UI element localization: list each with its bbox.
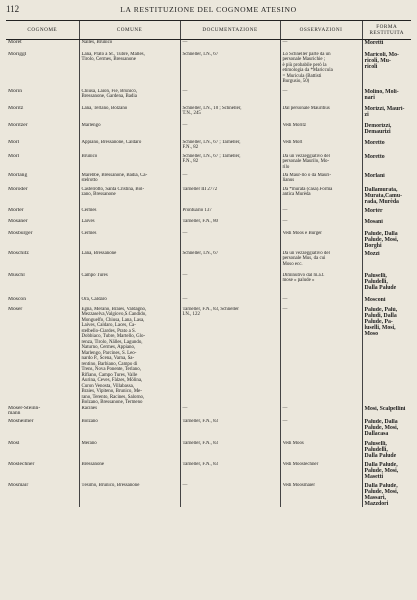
comune-cell: Bressanone [79, 462, 180, 483]
forma-restituita-cell: Dallamurata, Murata,Camu- rada, Murèda [362, 187, 411, 208]
table-row [6, 231, 411, 251]
comune-cell: Lana, Prato a St., Tubre, Malles, Tirolo, Cermes, Bressanone [79, 52, 180, 89]
surname-cell: Moritzer [8, 122, 28, 128]
forma-restituita-cell: Mortèr [362, 208, 411, 219]
surname-cell: Morl [8, 153, 20, 159]
table-row [6, 123, 411, 140]
forma-restituita-cell: Dalla Palude, Palude, Mosi, Masetti [362, 462, 411, 483]
forma-restituita-cell: Mosconi [362, 297, 411, 307]
table-row [6, 52, 411, 89]
surname-cell: Mörter [8, 207, 24, 213]
documentazione-cell: Tarneller, F.N., 80 [180, 219, 280, 231]
surname-cell: Mosaner [8, 218, 28, 224]
forma-restituita-cell: Moretti [362, 40, 411, 52]
osservazioni-cell: Vedi Morl [280, 140, 362, 154]
table-row [6, 462, 411, 483]
documentazione-cell: Schneller, I.N., 67 [180, 52, 280, 89]
comune-cell: Ora, Caldaro [79, 297, 180, 307]
forma-restituita-cell: Palude, Palù, Paludi, Dalla Palude, Pa- luselli, Mosi, Moso [362, 307, 411, 406]
documentazione-cell: Tarneller, F.N., 83 [180, 441, 280, 462]
documentazione-cell: Tarneller III 2772 [180, 187, 280, 208]
comune-cell: Bolzano [79, 419, 180, 441]
comune-cell: Appiano, Bressanone, Caldaro [79, 140, 180, 154]
forma-restituita-cell: Paluselli, Paludelli, Dalla Palude [362, 441, 411, 462]
comune-cell: Castelrotto, Santa Cristina, Bol- zano, Bressanone [79, 187, 180, 208]
osservazioni-cell: Vedi Mooslechner [280, 462, 362, 483]
forma-restituita-cell: Paluselli, Paludelli, Dalla Palude [362, 273, 411, 297]
surname-table [6, 20, 411, 507]
table-row [6, 251, 411, 273]
table-row [6, 89, 411, 106]
table-row [6, 106, 411, 123]
surname-cell: Moritz [8, 105, 24, 111]
osservazioni-cell: — [280, 307, 362, 406]
table-row [6, 219, 411, 231]
table-body [6, 40, 411, 508]
osservazioni-cell: — [280, 89, 362, 106]
osservazioni-cell: Lo Schneller parte da un personale Maurichie ; è più probabile però la etimologia da *Mariccula = Muricula (Battisti Burgusio, 50) [280, 52, 362, 89]
osservazioni-cell: Vedi Moritz [280, 123, 362, 140]
comune-cell: Cermes [79, 208, 180, 219]
documentazione-cell: Schneller, I.N., 67 ; Tarneller, F.N., 82 [180, 154, 280, 173]
documentazione-cell: Tarneller, F.N., 83 [180, 462, 280, 483]
forma-restituita-cell: Morizzi, Mauri- zi [362, 106, 411, 123]
surname-cell: Moser [8, 306, 23, 312]
comune-cell: Marlengo [79, 123, 180, 140]
forma-restituita-cell: Moretto [362, 140, 411, 154]
osservazioni-cell: — [280, 208, 362, 219]
table-row [6, 208, 411, 219]
table-row [6, 40, 411, 52]
page-number: 112 [6, 4, 20, 14]
osservazioni-cell: Vedi Moos e Burger [280, 231, 362, 251]
table-header-row [6, 21, 411, 40]
table-row [6, 273, 411, 297]
forma-restituita-cell: Mosi, Scalpellini [362, 406, 411, 419]
surname-cell: Moroder [8, 186, 28, 192]
surname-cell: Morin [8, 88, 22, 94]
comune-cell: Lana, Terlano, Bolzano [79, 106, 180, 123]
documentazione-cell: — [180, 40, 280, 52]
table-row [6, 441, 411, 462]
documentazione-cell: Schneller, I.N., 10 ; Schneller, T.N., 245 [180, 106, 280, 123]
table-row [6, 187, 411, 208]
column-header-osservazioni: OSSERVAZIONI [280, 21, 362, 40]
comune-cell: Chiusa, Laion, Fiè, Brunico, Bressanone, Gardena, Badia [79, 89, 180, 106]
surname-cell: Mörl [8, 139, 20, 145]
comune-cell: Egna, Merano, Braies, Valdagno, Mezzaselva,Valgiovo,S.Candido, Monguelfo, Chiusa, Lana, Lasa, Laives, Caldaro, Laces, Ca- stelbello-Ciardes, Prato a S. Dobbiaco, Tubre, Martello, Glo- renza, Tirolo, Nälles, Lagundo, Naturno, Cermes, Appiano, Marlengo, Parcines, S. Leo- nardo P., Scena, Varna, Sa- rentino, Barbiano, Campo di Trens, Nova Ponente, Terlano, Rifiano, Campo Tures, Valle Aurina, Ceves, Fàlzes, Mölina, Curon Venosta, Villabassa, Braies, Vipiteno, Brunico, Me- rano, Terento, Racines, Salorno, Bolzano, Bressanone, Termeno [79, 307, 180, 406]
osservazioni-cell: Da Maur-llo o da Mauri- lianus [280, 173, 362, 187]
surname-cell: Moschitz [8, 250, 29, 256]
column-header-forma-restituita: FORMA RESTITUITA [362, 21, 411, 40]
surname-cell: Morlang [8, 172, 28, 178]
surname-cell: Mösl [8, 440, 20, 446]
running-title: LA RESTITUZIONE DEL COGNOME ATESINO [120, 5, 297, 14]
osservazioni-cell: Diminutivo dal m.a.t. mose « palude » [280, 273, 362, 297]
comune-cell: Brunico [79, 154, 180, 173]
table-row [6, 154, 411, 173]
osservazioni-cell: Dal personale Mauritius [280, 106, 362, 123]
documentazione-cell: — [180, 89, 280, 106]
documentazione-cell: Prontuario 137 [180, 208, 280, 219]
surname-cell: Moriggl [8, 51, 27, 57]
surname-cell: Moret [8, 39, 22, 45]
surname-cell: Moslechner [8, 461, 35, 467]
documentazione-cell: — [180, 231, 280, 251]
forma-restituita-cell: Mosani [362, 219, 411, 231]
comune-cell: Tësimo, Brunico, Bressanone [79, 483, 180, 508]
forma-restituita-cell: Maricoli, Mo- ricoli, Mu- ricoli [362, 52, 411, 89]
osservazioni-cell: Vedi Moosmaier [280, 483, 362, 508]
surname-cell: Moser-Steinn- mann [8, 405, 41, 417]
osservazioni-cell: — [280, 40, 362, 52]
surname-cell: Moscon [8, 296, 27, 302]
osservazioni-cell: Da un vezzeggiativo del personale Maurilo, Mo- rilo [280, 154, 362, 173]
osservazioni-cell: Vedi Moos [280, 441, 362, 462]
documentazione-cell: Schneller, I.N., 67 ; Tarneller, F.N., 82 [180, 140, 280, 154]
comune-cell: Lana, Bressanone [79, 251, 180, 273]
documentazione-cell: — [180, 406, 280, 419]
documentazione-cell: — [180, 273, 280, 297]
comune-cell: Merano [79, 441, 180, 462]
osservazioni-cell: — [280, 219, 362, 231]
table-row [6, 140, 411, 154]
table-row [6, 419, 411, 441]
forma-restituita-cell: Mozzi [362, 251, 411, 273]
column-header-documentazione: DOCUMENTAZIONE [180, 21, 280, 40]
surname-cell: Mosheimer [8, 418, 34, 424]
forma-restituita-cell: Molino, Moli- nari [362, 89, 411, 106]
table-row [6, 483, 411, 508]
column-header-cognome: COGNOME [6, 21, 79, 40]
surname-cell: Müschl [8, 272, 25, 278]
osservazioni-cell: — [280, 297, 362, 307]
forma-restituita-cell: Morlani [362, 173, 411, 187]
page-header [6, 4, 411, 18]
documentazione-cell: — [180, 173, 280, 187]
osservazioni-cell: — [280, 406, 362, 419]
comune-cell: Racines [79, 406, 180, 419]
documentazione-cell: — [180, 297, 280, 307]
documentazione-cell: — [180, 483, 280, 508]
osservazioni-cell: — [280, 419, 362, 441]
forma-restituita-cell: Palude, Dalla Palude, Mosi, Borghi [362, 231, 411, 251]
comune-cell: Marebbe, Bressanone, Badia, Ca- stelrotto [79, 173, 180, 187]
table-row [6, 307, 411, 406]
documentazione-cell: Schneller, I.N., 67 [180, 251, 280, 273]
comune-cell: Laives [79, 219, 180, 231]
forma-restituita-cell: Demorizzi, Demaurizi [362, 123, 411, 140]
forma-restituita-cell: Dalla Palude, Palude, Mosi, Massari, Mazzdori [362, 483, 411, 508]
documentazione-cell: Tarneller, F.N., 83, Schneller I.N., 122 [180, 307, 280, 406]
surname-cell: Mosburger [8, 230, 33, 236]
table-row [6, 406, 411, 419]
comune-cell: Cermes [79, 231, 180, 251]
comune-cell: Campo Tures [79, 273, 180, 297]
osservazioni-cell: Da *murata (casa).Forma antica Murèda [280, 187, 362, 208]
documentazione-cell: — [180, 123, 280, 140]
comune-cell: Nälles, Brunico [79, 40, 180, 52]
forma-restituita-cell: Palude, Dalla Palude, Mosi, Dallacasa [362, 419, 411, 441]
table-row [6, 297, 411, 307]
surname-cell: Mosmair [8, 482, 29, 488]
column-header-comune: COMUNE [79, 21, 180, 40]
table-row [6, 173, 411, 187]
osservazioni-cell: Da un vezzeggiativo del personale Mus, da cui Moso ecc. [280, 251, 362, 273]
forma-restituita-cell: Moretto [362, 154, 411, 173]
documentazione-cell: Tarneller, F.N., 83 [180, 419, 280, 441]
